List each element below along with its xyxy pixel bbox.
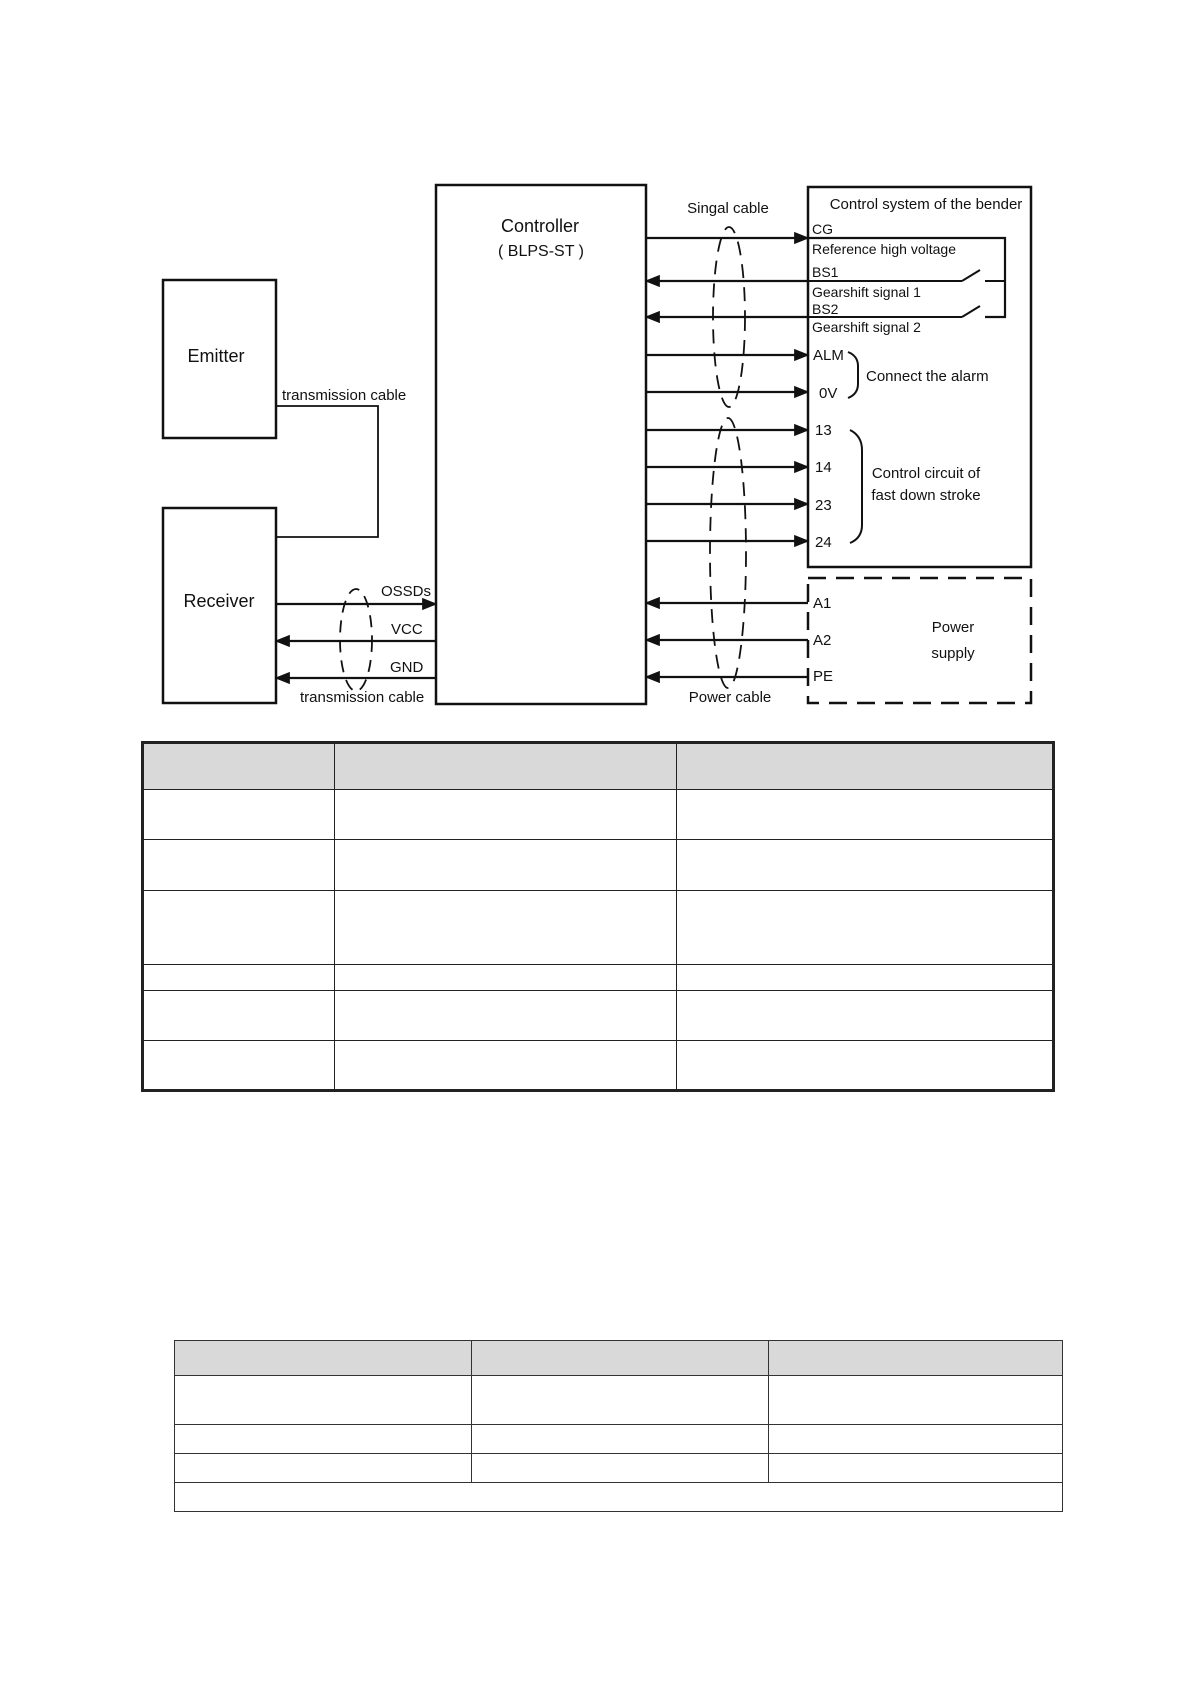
table-1-row [143, 1041, 1054, 1091]
table-2-cell [471, 1376, 769, 1425]
table-1-cell [335, 891, 677, 965]
table-2-header-cell [175, 1341, 472, 1376]
table-1-cell [677, 965, 1054, 991]
table-1-cell [677, 991, 1054, 1041]
terminal-0v: 0V [819, 385, 838, 402]
terminal-14: 14 [815, 459, 832, 476]
table-1-header-row [143, 743, 1054, 790]
power-cable-label: Power cable [688, 689, 772, 706]
table-2-header-cell [769, 1341, 1063, 1376]
table-2-cell [471, 1454, 769, 1483]
power-supply-box [808, 578, 1031, 703]
terminal-gearshift1: Gearshift signal 1 [812, 284, 921, 300]
table-2-cell [175, 1376, 472, 1425]
table-1-cell [677, 891, 1054, 965]
table-1-cell [335, 965, 677, 991]
table-1-header-cell [335, 743, 677, 790]
transmission-cable-bottom-label: transmission cable [300, 689, 425, 706]
table-2-cell [175, 1425, 472, 1454]
terminal-24: 24 [815, 534, 832, 551]
terminal-alm: ALM [813, 347, 844, 364]
table-1-cell [335, 991, 677, 1041]
control-system-title: Control system of the bender [829, 196, 1023, 213]
table-1-cell [143, 840, 335, 891]
connect-alarm-label: Connect the alarm [866, 368, 989, 385]
table-1-cell [677, 790, 1054, 840]
table-2-row [175, 1454, 1063, 1483]
power-supply-label-2: supply [931, 645, 975, 662]
transmission-cable-top-label: transmission cable [282, 387, 407, 404]
table-1-cell [143, 1041, 335, 1091]
controller-box [436, 185, 646, 704]
power-cable-ellipse [710, 418, 746, 688]
table-1-cell [335, 840, 677, 891]
controller-title: Controller [500, 216, 580, 236]
table-2-row [175, 1376, 1063, 1425]
table-1-cell [143, 965, 335, 991]
terminal-bs1: BS1 [812, 264, 839, 280]
control-circuit-label-2: fast down stroke [871, 487, 981, 504]
power-supply-label-1: Power [931, 619, 975, 636]
table-1-cell [143, 991, 335, 1041]
table-1-cell [677, 840, 1054, 891]
table-2-cell [769, 1376, 1063, 1425]
table-1-cell [143, 891, 335, 965]
table-1-row [143, 991, 1054, 1041]
emitter-label: Emitter [187, 346, 245, 366]
alarm-brace [848, 352, 858, 398]
terminal-ref-high-voltage: Reference high voltage [812, 241, 956, 257]
table-2-row [175, 1483, 1063, 1512]
control-circuit-brace [850, 430, 862, 543]
terminal-pe: PE [813, 668, 834, 685]
vcc-label: VCC [391, 621, 423, 638]
table-1-cell [143, 790, 335, 840]
controller-model: ( BLPS-ST ) [498, 243, 584, 260]
table-1-header-cell [677, 743, 1054, 790]
bs1-switch [962, 270, 980, 281]
table-2-cell [769, 1425, 1063, 1454]
table-2-merged-cell [175, 1483, 1063, 1512]
table-2-header-row [175, 1341, 1063, 1376]
table-1-row [143, 891, 1054, 965]
terminal-a2: A2 [813, 632, 832, 649]
terminal-cg: CG [812, 221, 833, 237]
table-1-row [143, 840, 1054, 891]
receiver-label: Receiver [183, 591, 255, 611]
emitter-receiver-cable [276, 406, 378, 537]
table-2-cell [769, 1454, 1063, 1483]
table-1-header-cell [143, 743, 335, 790]
ossds-label: OSSDs [381, 583, 432, 600]
table-1-row [143, 965, 1054, 991]
terminal-gearshift2: Gearshift signal 2 [812, 319, 921, 335]
table-1-cell [335, 790, 677, 840]
gnd-label: GND [390, 659, 424, 676]
table-1-row [143, 790, 1054, 840]
wiring-diagram [0, 0, 1191, 730]
terminal-a1: A1 [813, 595, 832, 612]
table-1 [141, 741, 1055, 1092]
control-circuit-label-1: Control circuit of [871, 465, 981, 482]
table-2-row [175, 1425, 1063, 1454]
table-2-cell [471, 1425, 769, 1454]
terminal-23: 23 [815, 497, 832, 514]
table-2 [174, 1340, 1063, 1512]
terminal-bs2: BS2 [812, 301, 839, 317]
table-2-header-cell [471, 1341, 769, 1376]
bs2-switch [962, 306, 980, 317]
table-1-cell [335, 1041, 677, 1091]
table-1-cell [677, 1041, 1054, 1091]
signal-cable-label: Singal cable [687, 200, 769, 217]
terminal-13: 13 [815, 422, 832, 439]
table-2-cell [175, 1454, 472, 1483]
